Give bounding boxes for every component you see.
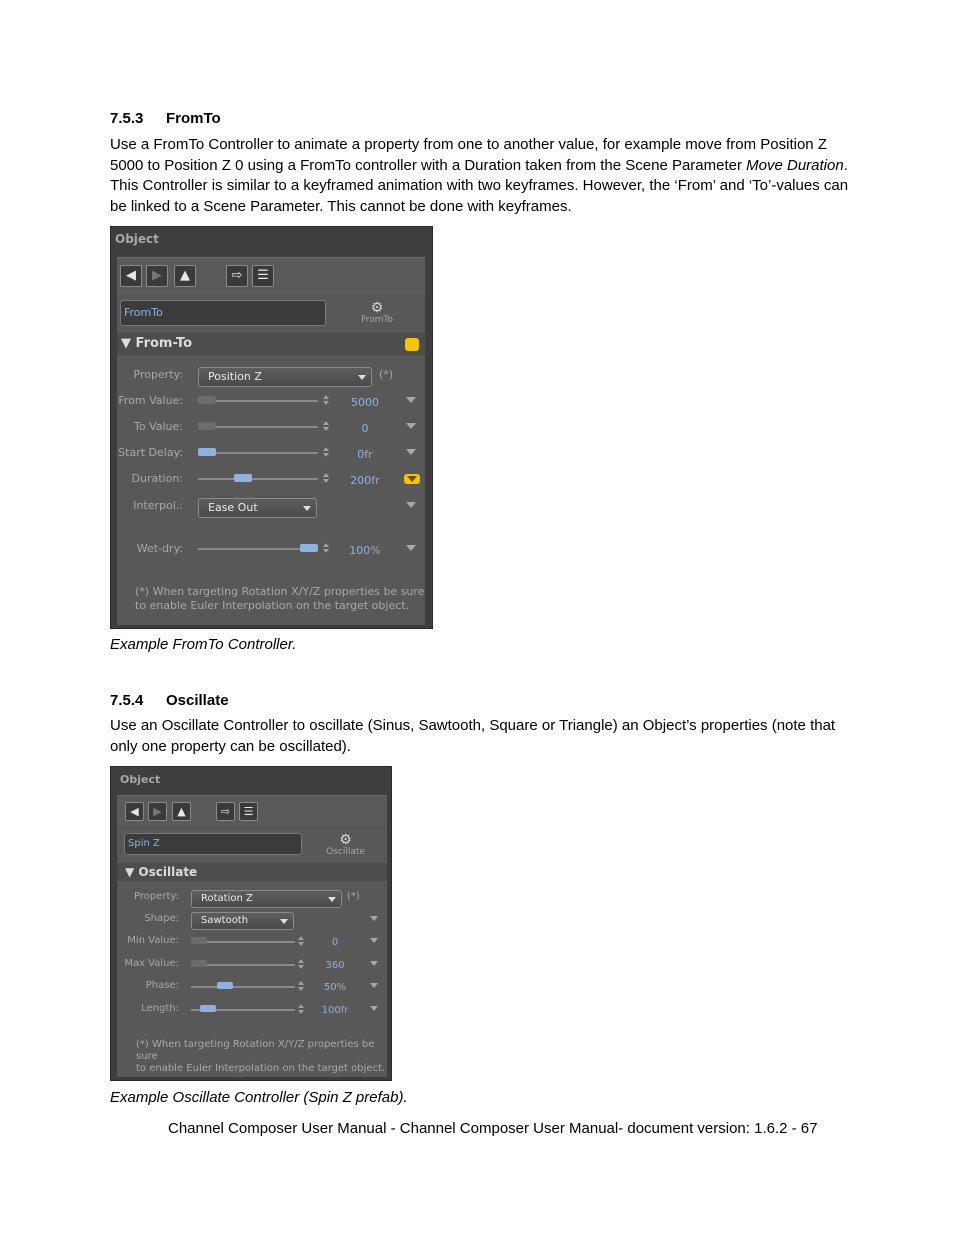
value-spinner[interactable] <box>298 959 304 971</box>
asterisk-note: (*) <box>379 368 394 381</box>
interp-label: Interpol.: <box>133 499 183 512</box>
property-dropdown[interactable] <box>198 367 372 387</box>
paragraph-text: Use a FromTo Controller to animate a property from one to another value, for example move from Position Z 5000 to Position Z 0 using a FromTo controller with a Duration taken from the Scene Parameter <box>110 136 827 174</box>
property-value: Position Z <box>208 370 262 383</box>
row-label: Phase: <box>145 980 179 991</box>
wetdry-label: Wet-dry: <box>136 542 183 555</box>
gear-button[interactable] <box>357 301 397 325</box>
row-label: Length: <box>141 1002 179 1014</box>
page-footer: Channel Composer User Manual - Channel Composer User Manual- document version: 1.6.2 - 67 <box>168 1120 818 1137</box>
row-menu-icon[interactable] <box>406 449 416 455</box>
yellow-tag[interactable] <box>404 474 420 484</box>
row-value[interactable] <box>345 396 385 409</box>
row-value[interactable] <box>345 422 385 435</box>
row-label: Duration: <box>131 472 183 485</box>
section-header-label: Oscillate <box>138 865 198 879</box>
row-number: 200 <box>350 474 372 487</box>
gear-button[interactable] <box>323 833 368 857</box>
row-label: Start Delay: <box>118 446 183 459</box>
row-menu-icon[interactable] <box>370 983 378 988</box>
panel-body <box>117 295 425 625</box>
arrow-up-icon[interactable]: ▲ <box>172 802 191 821</box>
interp-value: Ease Out <box>208 501 258 514</box>
value-spinner[interactable] <box>323 473 329 485</box>
section-title: FromTo <box>166 110 221 127</box>
value-spinner[interactable] <box>323 395 329 407</box>
note-line: (*) When targeting Rotation X/Y/Z properties be sure <box>135 585 425 598</box>
wetdry-number: 100 <box>349 544 371 557</box>
row-value[interactable] <box>315 960 355 971</box>
interp-menu-icon[interactable] <box>406 502 416 508</box>
toolbar <box>117 257 425 296</box>
oscillate-caption: Example Oscillate Controller (Spin Z prefab). <box>110 1089 408 1106</box>
row-unit: % <box>336 982 347 993</box>
row-menu-icon[interactable] <box>370 961 378 966</box>
row-menu-icon[interactable] <box>370 938 378 943</box>
section-header-label: From-To <box>135 336 193 351</box>
row-label: Max Value: <box>124 957 179 969</box>
wetdry-slider-knob[interactable] <box>300 544 318 552</box>
paragraph-italic: Move Duration <box>746 156 844 174</box>
slider-track[interactable] <box>198 400 318 402</box>
row-number: 0 <box>361 422 369 435</box>
panel-note <box>135 585 424 613</box>
shape-value: Sawtooth <box>201 915 249 926</box>
chevron-down-icon <box>280 919 288 924</box>
note-line: to enable Euler Interpolation on the target object. <box>135 599 410 612</box>
row-number: 50 <box>323 982 337 993</box>
fromto-panel <box>110 226 433 629</box>
shape-label: Shape: <box>144 913 179 924</box>
chevron-down-icon <box>328 897 336 902</box>
row-label: Min Value: <box>127 935 179 946</box>
note-line: to enable Euler Interpolation on the target object. <box>136 1063 386 1074</box>
list-icon[interactable]: ☰ <box>252 265 274 287</box>
property-dropdown[interactable] <box>191 890 342 908</box>
gear-label: FromTo <box>361 315 393 325</box>
section-header-oscillate[interactable] <box>117 863 387 881</box>
property-label: Property: <box>133 368 183 381</box>
row-unit: fr <box>371 474 380 487</box>
arrow-up-icon[interactable]: ▲ <box>174 265 196 287</box>
note-line: (*) When targeting Rotation X/Y/Z properties be sure <box>136 1039 375 1062</box>
interp-dropdown[interactable] <box>198 498 317 518</box>
export-icon[interactable]: ⇨ <box>216 802 235 821</box>
slider-knob[interactable] <box>198 448 216 456</box>
slider-track[interactable] <box>198 478 318 480</box>
row-value[interactable] <box>345 448 385 461</box>
oscillate-panel <box>110 766 392 1081</box>
value-spinner[interactable] <box>323 447 329 459</box>
row-menu-icon[interactable] <box>406 397 416 403</box>
collapse-arrow-icon: ▼ <box>121 336 131 351</box>
slider-knob[interactable] <box>217 982 233 989</box>
value-spinner[interactable] <box>323 421 329 433</box>
list-icon[interactable]: ☰ <box>239 802 258 821</box>
row-unit: fr <box>340 1004 349 1016</box>
row-number: 0 <box>357 448 365 461</box>
chevron-down-icon <box>303 506 311 511</box>
row-value[interactable] <box>315 982 355 993</box>
slider-track[interactable] <box>191 986 295 988</box>
slider-knob[interactable] <box>234 474 252 482</box>
chevron-down-icon <box>358 375 366 380</box>
panel-body <box>117 825 387 1077</box>
slider-knob[interactable] <box>200 1005 216 1012</box>
controller-name-field[interactable]: Spin Z <box>124 833 302 855</box>
arrow-right-icon[interactable]: ▶ <box>148 802 167 821</box>
collapse-arrow-icon: ▼ <box>125 865 135 879</box>
asterisk-note: (*) <box>347 891 360 902</box>
fromto-paragraph <box>110 135 850 217</box>
panel-title: Object <box>120 773 161 786</box>
oscillate-paragraph: Use an Oscillate Controller to oscillate (Sinus, Sawtooth, Square or Triangle) an Object’s properties (note that only one property can be oscillated). <box>110 717 836 755</box>
wetdry-unit: % <box>370 544 381 557</box>
row-value[interactable] <box>315 937 355 948</box>
row-label: To Value: <box>134 420 183 433</box>
heading-oscillate <box>110 692 229 709</box>
row-number: 0 <box>331 937 339 948</box>
gear-label: Oscillate <box>326 847 365 857</box>
row-label: From Value: <box>118 394 183 407</box>
arrow-right-icon[interactable]: ▶ <box>146 265 168 287</box>
value-spinner[interactable] <box>298 1004 304 1016</box>
section-title: Oscillate <box>166 692 229 709</box>
yellow-tag[interactable] <box>405 338 419 351</box>
row-number: 100 <box>321 1004 341 1016</box>
slider-knob[interactable] <box>198 396 216 404</box>
row-number: 5000 <box>351 396 379 409</box>
row-menu-icon[interactable] <box>370 1006 378 1011</box>
shape-dropdown[interactable] <box>191 912 294 930</box>
shape-menu-icon[interactable] <box>370 916 378 921</box>
gear-icon: ⚙ <box>370 300 384 316</box>
slider-knob[interactable] <box>191 937 207 944</box>
section-header-fromto[interactable] <box>117 333 425 355</box>
paragraph-text-end: . This Controller is similar to a keyframed animation with two keyframes. However, the ‘From’ and ‘To’-values can be linked to a Scene Parameter. This cannot be done with keyframes. <box>110 156 849 215</box>
toolbar <box>117 795 387 826</box>
slider-track[interactable] <box>198 452 318 454</box>
property-value: Rotation Z <box>201 893 253 904</box>
panel-note <box>136 1039 387 1075</box>
controller-name-field[interactable]: FromTo <box>120 300 326 326</box>
row-menu-icon <box>407 476 417 482</box>
gear-icon: ⚙ <box>339 832 352 848</box>
section-number: 7.5.3 <box>110 110 144 127</box>
wetdry-value[interactable] <box>345 544 385 557</box>
slider-knob[interactable] <box>191 960 207 967</box>
panel-title: Object <box>115 232 159 246</box>
arrow-left-icon[interactable]: ◀ <box>125 802 144 821</box>
fromto-caption: Example FromTo Controller. <box>110 636 297 653</box>
slider-knob[interactable] <box>198 422 216 430</box>
section-number: 7.5.4 <box>110 692 144 709</box>
row-unit: fr <box>364 448 373 461</box>
heading-fromto <box>110 110 221 127</box>
value-spinner[interactable] <box>298 936 304 948</box>
property-label: Property: <box>134 891 179 902</box>
wetdry-spinner[interactable] <box>323 543 329 555</box>
row-value[interactable] <box>345 474 385 487</box>
arrow-left-icon[interactable]: ◀ <box>120 265 142 287</box>
slider-track[interactable] <box>198 426 318 428</box>
wetdry-menu-icon[interactable] <box>406 545 416 551</box>
value-spinner[interactable] <box>298 981 304 993</box>
export-icon[interactable]: ⇨ <box>226 265 248 287</box>
row-menu-icon[interactable] <box>406 423 416 429</box>
row-value[interactable] <box>315 1005 355 1016</box>
row-number: 360 <box>325 959 345 971</box>
